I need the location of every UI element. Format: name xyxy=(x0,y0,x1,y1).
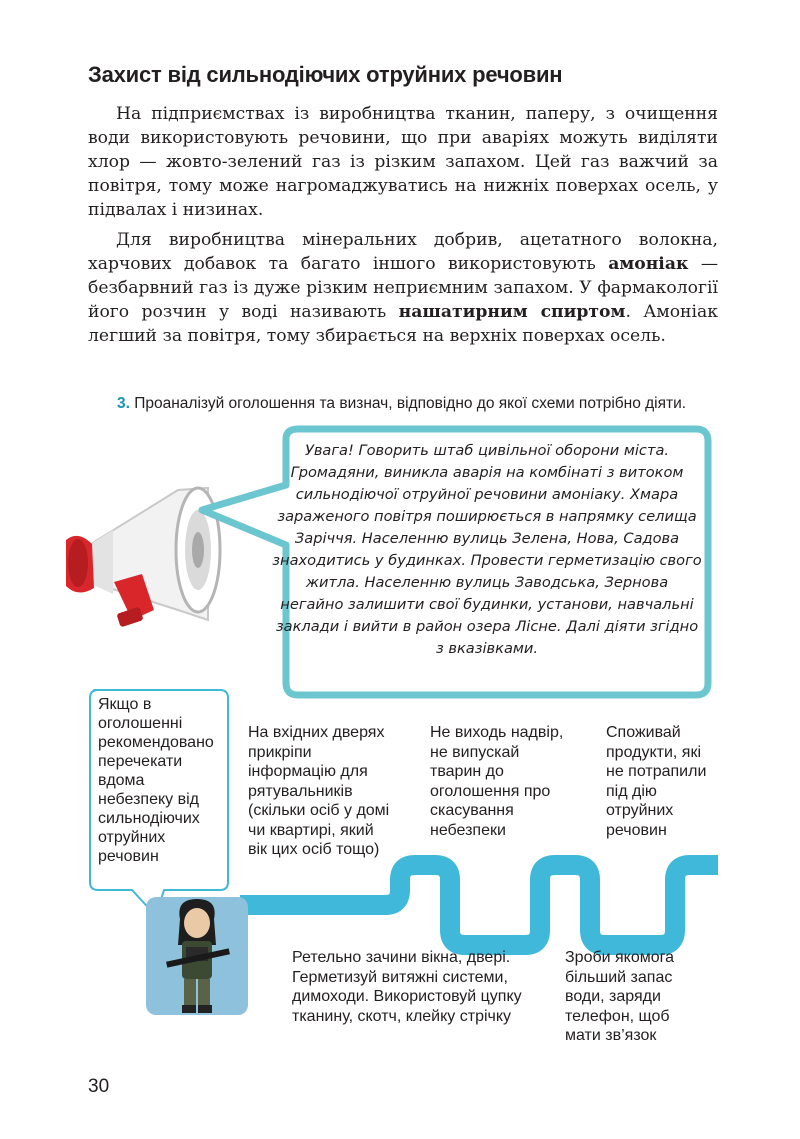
paragraph-ammonia-part1: Для виробництва мінеральних добрив, ацетатного волокна, харчових добавок та багато іншого використовують xyxy=(88,230,718,274)
soldier-photo xyxy=(146,897,248,1015)
announcement-text: Увага! Говорить штаб цивільної оборони міста. Громадяни, виникла аварія на комбінаті з витоком сильнодіючої отруйної речовини амоніаку. Хмара зараженого повітря поширюється в напрямку селища Заріччя. Населенню вулиць Зелена, Нова, Садова знаходитись у будинках. Провести герметизацію свого житла. Населенню вулиць Заводська, Зернова негайно залишити свої будинки, установи, навчальні заклади і вийти в район озера Лісне. Далі діяти згідно з вказівками. xyxy=(272,442,702,657)
page-number: 30 xyxy=(88,1076,110,1097)
paragraph-ammonia xyxy=(88,228,718,348)
task-number: 3. xyxy=(117,395,130,412)
step-door-info: На вхідних дверях прикріпи інформацію для рятувальників (скільки осіб у домі чи квартирі, який вік цих осіб тощо) xyxy=(248,724,390,858)
side-bubble-text: Якщо в оголошенні рекомендовано перечекати вдома небезпеку від сильнодіючих отруйних речовин xyxy=(98,696,214,865)
soldier-figure-icon xyxy=(146,897,248,1015)
step-safe-food: Споживай продукти, які не потрапили під дію отруйних речовин xyxy=(606,724,707,839)
task-text: Проаналізуй оголошення та визнач, відповідно до якої схеми потрібно діяти. xyxy=(129,395,687,412)
wave-path xyxy=(240,850,720,960)
step-water-phone: Зроби якомога більший запас води, заряди телефон, щоб мати зв’язок xyxy=(565,949,675,1044)
task-prompt xyxy=(117,394,723,413)
paragraph-ammonia-part3: . Амоніак легший за повітря, тому збирається на верхніх поверхах осель. xyxy=(88,302,718,346)
section-heading: Захист від сильнодіючих отруйних речовин xyxy=(88,62,563,87)
term-ammonia: амоніак xyxy=(608,254,689,274)
paragraph-chlorine: На підприємствах із виробництва тканин, паперу, з очищення води використовують речовини, що при аваріях можуть виділяти хлор — жовто-зелений газ із різким запахом. Цей газ важчий за повітря, тому може нагромаджуватись на нижніх поверхах осель, у підвалах і низинах. xyxy=(88,104,718,220)
term-ammonia-solution: нашатирним спиртом xyxy=(398,302,626,322)
step-stay-inside: Не виходь надвір, не випускай тварин до оголошення про скасування небезпеки xyxy=(430,724,564,839)
step-seal-windows: Ретельно зачини вікна, двері. Герметизуй витяжні системи, димоходи. Використовуй цупку тканину, скотч, клейку стрічку xyxy=(292,949,522,1025)
paragraph-ammonia-part2: — безбарвний газ із дуже різким неприємним запахом. У фармакології його розчин у воді називають xyxy=(88,254,719,322)
